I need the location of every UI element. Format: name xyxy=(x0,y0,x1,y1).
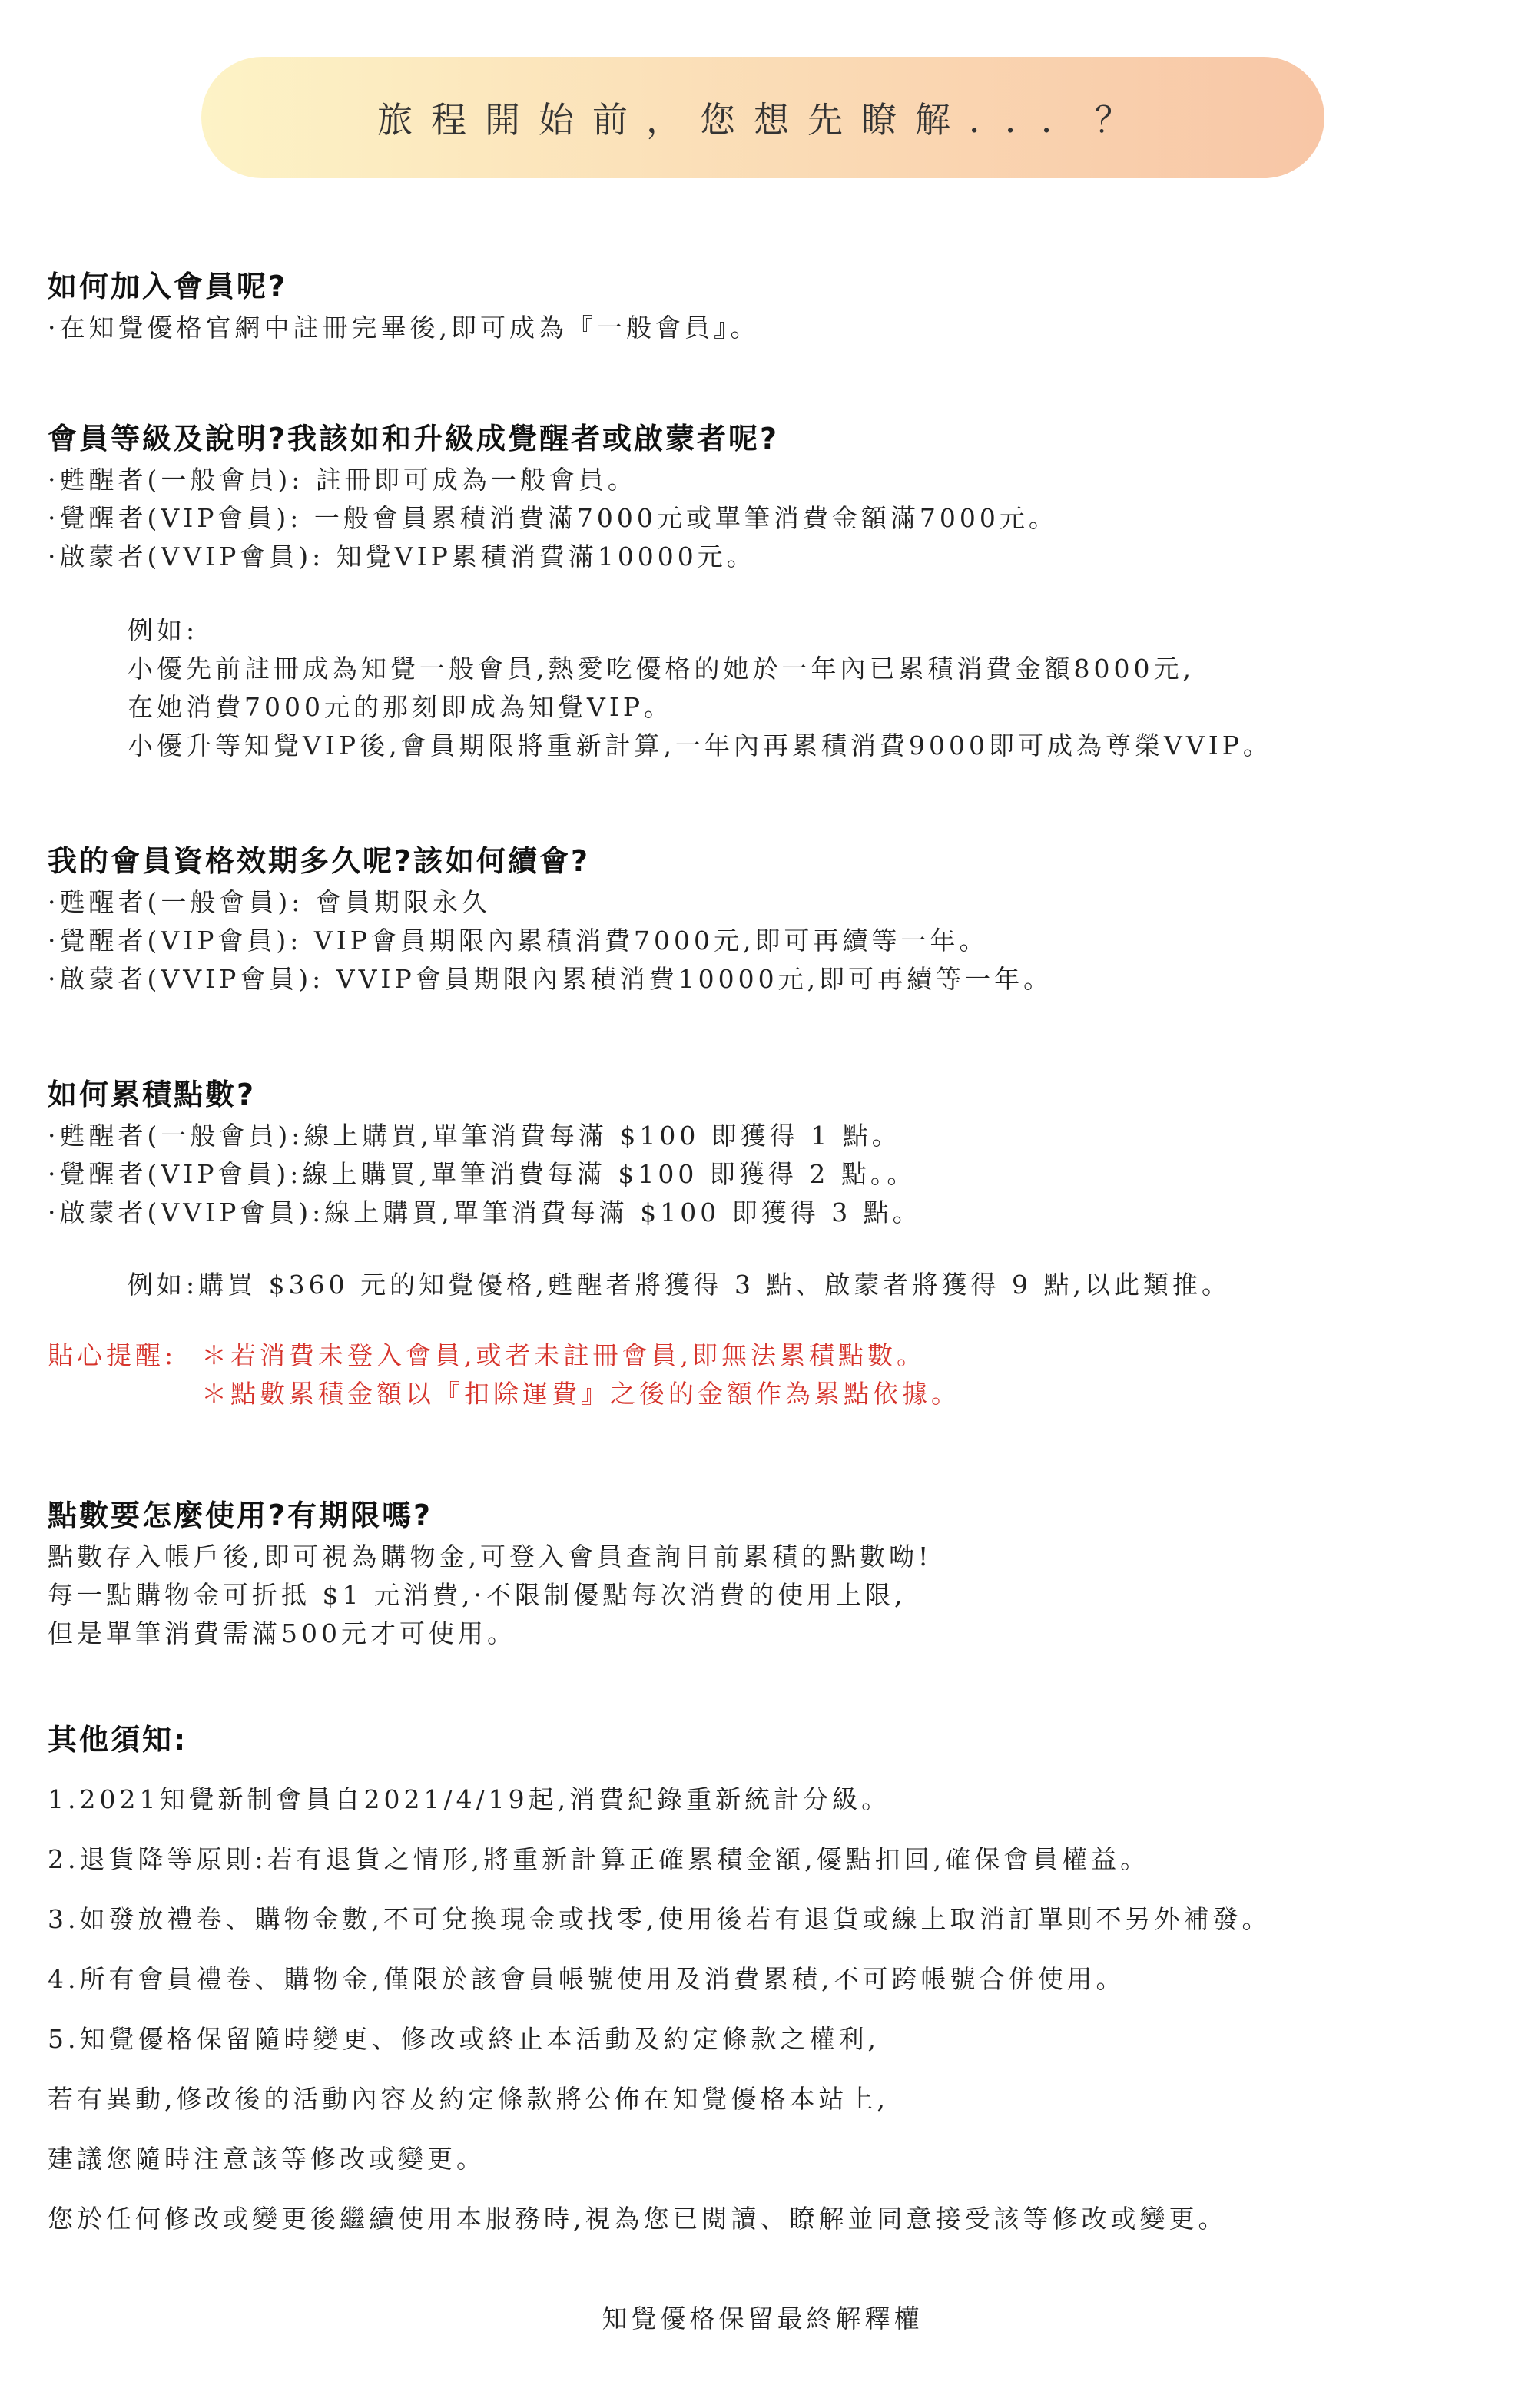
note-line: 建議您隨時注意該等修改或變更。 xyxy=(48,2144,486,2174)
example-line: 在她消費7000元的那刻即成為知覺VIP。 xyxy=(128,692,674,722)
tip-label: 貼心提醒: xyxy=(48,1340,177,1370)
note-line: 5.知覺優格保留隨時變更、修改或終止本活動及約定條款之權利, xyxy=(48,2024,880,2054)
page-banner xyxy=(201,57,1324,178)
tip-block xyxy=(48,1336,1492,1413)
tip-line: ＊若消費未登入會員,或者未註冊會員,即無法累積點數。 xyxy=(201,1340,926,1370)
text-line: 每一點購物金可折抵 $1 元消費,·不限制優點每次消費的使用上限, xyxy=(48,1580,907,1610)
section-heading: 如何加入會員呢? xyxy=(48,270,288,303)
text-line: ·啟蒙者(VVIP會員): 知覺VIP累積消費滿10000元。 xyxy=(48,542,756,571)
section-heading: 點數要怎麼使用?有期限嗎? xyxy=(48,1499,433,1532)
section-notes xyxy=(48,1717,1492,2249)
example-line: 例如: xyxy=(128,615,199,645)
text-line: ·覺醒者(VIP會員): 一般會員累積消費滿7000元或單筆消費金額滿7000元。 xyxy=(48,503,1058,533)
note-line: 您於任何修改或變更後繼續使用本服務時,視為您已閱讀、瞭解並同意接受該等修改或變更。 xyxy=(48,2204,1228,2234)
text-line: ·啟蒙者(VVIP會員): VVIP會員期限內累積消費10000元,即可再續等一年。 xyxy=(48,964,1053,994)
section-heading: 其他須知: xyxy=(48,1723,188,1757)
note-line: 2.退貨降等原則:若有退貨之情形,將重新計算正確累積金額,優點扣回,確保會員權益。 xyxy=(48,1844,1150,1874)
text-line: 但是單筆消費需滿500元才可使用。 xyxy=(48,1618,516,1648)
section-levels xyxy=(48,416,1492,765)
section-usage xyxy=(48,1493,1492,1653)
section-points xyxy=(48,1072,1492,1413)
section-join xyxy=(48,264,1492,347)
tip-line: ＊點數累積金額以『扣除運費』之後的金額作為累點依據。 xyxy=(201,1379,960,1409)
example-line: 小優先前註冊成為知覺一般會員,熱愛吃優格的她於一年內已累積消費金額8000元, xyxy=(128,654,1195,684)
section-validity xyxy=(48,839,1492,999)
text-line: ·覺醒者(VIP會員): VIP會員期限內累積消費7000元,即可再續等一年。 xyxy=(48,926,989,956)
note-line: 4.所有會員禮卷、購物金,僅限於該會員帳號使用及消費累積,不可跨帳號合併使用。 xyxy=(48,1964,1126,1994)
text-line: ·啟蒙者(VVIP會員):線上購買,單筆消費每滿 $100 即獲得 3 點。 xyxy=(48,1197,922,1227)
text-line: ·甦醒者(一般會員): 會員期限永久 xyxy=(48,887,491,917)
section-heading: 我的會員資格效期多久呢?該如何續會? xyxy=(48,844,591,878)
example-line: 例如:購買 $360 元的知覺優格,甦醒者將獲得 3 點、啟蒙者將獲得 9 點,以此類推。 xyxy=(128,1270,1232,1300)
section-heading: 會員等級及說明?我該如和升級成覺醒者或啟蒙者呢? xyxy=(48,422,780,455)
example-line: 小優升等知覺VIP後,會員期限將重新計算,一年內再累積消費9000即可成為尊榮VVIP。 xyxy=(128,730,1272,760)
text-line: ·甦醒者(一般會員):線上購買,單筆消費每滿 $100 即獲得 1 點。 xyxy=(48,1121,901,1151)
banner-title: 旅程開始前，您想先瞭解．．．？ xyxy=(377,99,1149,141)
footer-note: 知覺優格保留最終解釋權 xyxy=(602,2304,923,2333)
note-line: 1.2021知覺新制會員自2021/4/19起,消費紀錄重新統計分級。 xyxy=(48,1784,891,1814)
text-line: ·在知覺優格官網中註冊完畢後,即可成為『一般會員』。 xyxy=(48,313,760,343)
text-line: ·甦醒者(一般會員): 註冊即可成為一般會員。 xyxy=(48,465,637,495)
section-heading: 如何累積點數? xyxy=(48,1078,257,1111)
note-line: 若有異動,修改後的活動內容及約定條款將公佈在知覺優格本站上, xyxy=(48,2084,889,2114)
text-line: ·覺醒者(VIP會員):線上購買,單筆消費每滿 $100 即獲得 2 點。。 xyxy=(48,1159,917,1189)
note-line: 3.如發放禮卷、購物金數,不可兌換現金或找零,使用後若有退貨或線上取消訂單則不另外補發。 xyxy=(48,1904,1271,1934)
text-line: 點數存入帳戶後,即可視為購物金,可登入會員查詢目前累積的點數呦! xyxy=(48,1542,933,1572)
